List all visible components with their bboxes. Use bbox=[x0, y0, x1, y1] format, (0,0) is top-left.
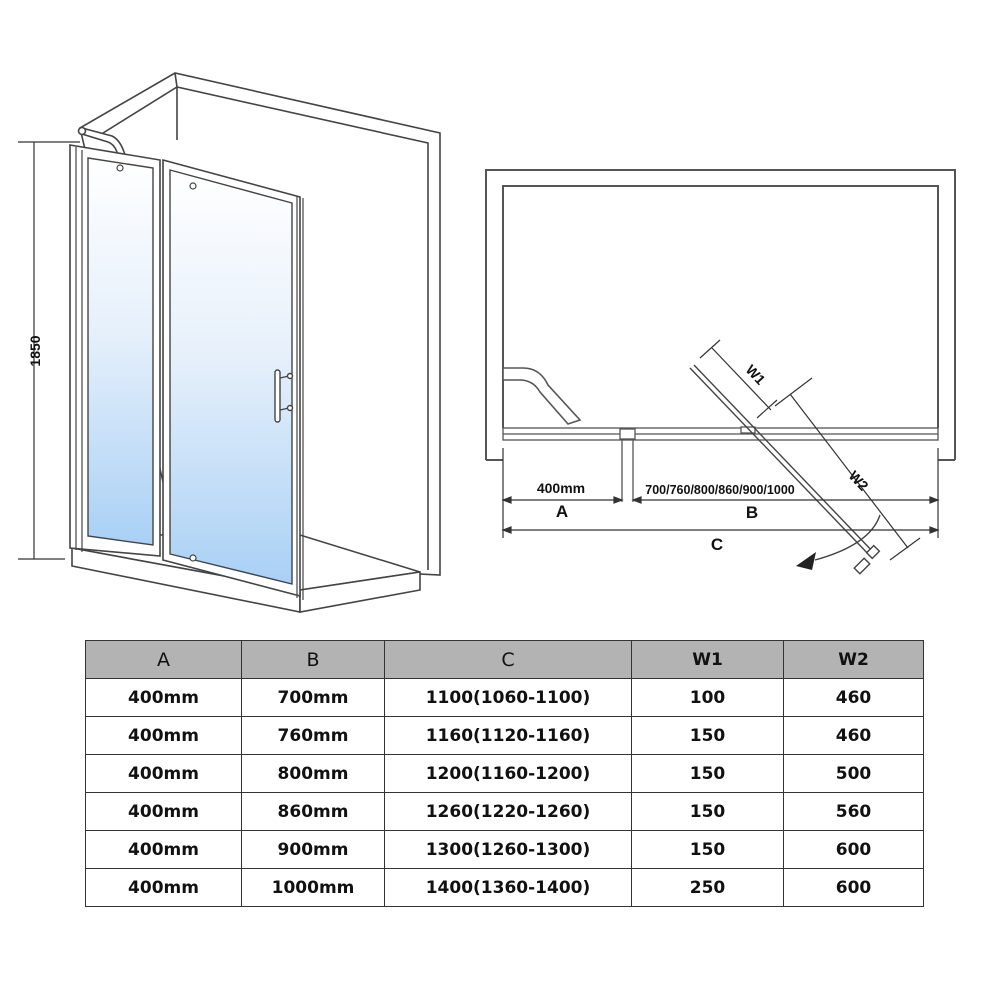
table-row bbox=[86, 869, 924, 907]
table-cell: 600 bbox=[784, 869, 924, 907]
table-cell: 700mm bbox=[242, 679, 385, 717]
b-label: B bbox=[745, 503, 759, 522]
table-cell: 400mm bbox=[86, 679, 242, 717]
table-cell: 150 bbox=[632, 793, 784, 831]
plan-support-arm bbox=[503, 368, 580, 424]
table-cell: 1160(1120-1160) bbox=[385, 717, 632, 755]
table-cell: 760mm bbox=[242, 717, 385, 755]
table-cell: 900mm bbox=[242, 831, 385, 869]
table-cell: 1200(1160-1200) bbox=[385, 755, 632, 793]
room-walls bbox=[486, 170, 955, 460]
table-cell: 1100(1060-1100) bbox=[385, 679, 632, 717]
swing-arrow-icon bbox=[796, 552, 816, 570]
table-cell: 460 bbox=[784, 717, 924, 755]
w2-label: W2 bbox=[845, 467, 872, 494]
table-cell: 600 bbox=[784, 831, 924, 869]
table-cell: 150 bbox=[632, 831, 784, 869]
table-cell: 400mm bbox=[86, 869, 242, 907]
c-label: C bbox=[710, 535, 724, 554]
column-header-w1: W1 bbox=[632, 641, 784, 679]
a-dimension-label: 400mm bbox=[536, 480, 586, 496]
table-cell: 100 bbox=[632, 679, 784, 717]
table-row bbox=[86, 717, 924, 755]
table-cell: 1400(1360-1400) bbox=[385, 869, 632, 907]
w1-label: W1 bbox=[742, 361, 769, 388]
table-cell: 500 bbox=[784, 755, 924, 793]
table-cell: 400mm bbox=[86, 831, 242, 869]
column-header-b: B bbox=[242, 641, 385, 679]
table-cell: 860mm bbox=[242, 793, 385, 831]
column-header-c: C bbox=[385, 641, 632, 679]
table-cell: 400mm bbox=[86, 793, 242, 831]
table-cell: 1000mm bbox=[242, 869, 385, 907]
table-cell: 800mm bbox=[242, 755, 385, 793]
dimensions-table bbox=[85, 640, 924, 907]
a-label: A bbox=[555, 502, 569, 521]
height-label: 1850 bbox=[27, 335, 43, 367]
column-header-a: A bbox=[86, 641, 242, 679]
table-row bbox=[86, 755, 924, 793]
table-cell: 1260(1220-1260) bbox=[385, 793, 632, 831]
table-cell: 250 bbox=[632, 869, 784, 907]
table-row bbox=[86, 831, 924, 869]
table-cell: 460 bbox=[784, 679, 924, 717]
table-row bbox=[86, 679, 924, 717]
b-dimension-label: 700/760/800/860/900/1000 bbox=[645, 483, 795, 497]
table-cell: 150 bbox=[632, 717, 784, 755]
column-header-w2: W2 bbox=[784, 641, 924, 679]
table-header-row bbox=[86, 641, 924, 679]
table-cell: 400mm bbox=[86, 717, 242, 755]
table-cell: 150 bbox=[632, 755, 784, 793]
table-row bbox=[86, 793, 924, 831]
table-cell: 400mm bbox=[86, 755, 242, 793]
table-cell: 1300(1260-1300) bbox=[385, 831, 632, 869]
table-cell: 560 bbox=[784, 793, 924, 831]
